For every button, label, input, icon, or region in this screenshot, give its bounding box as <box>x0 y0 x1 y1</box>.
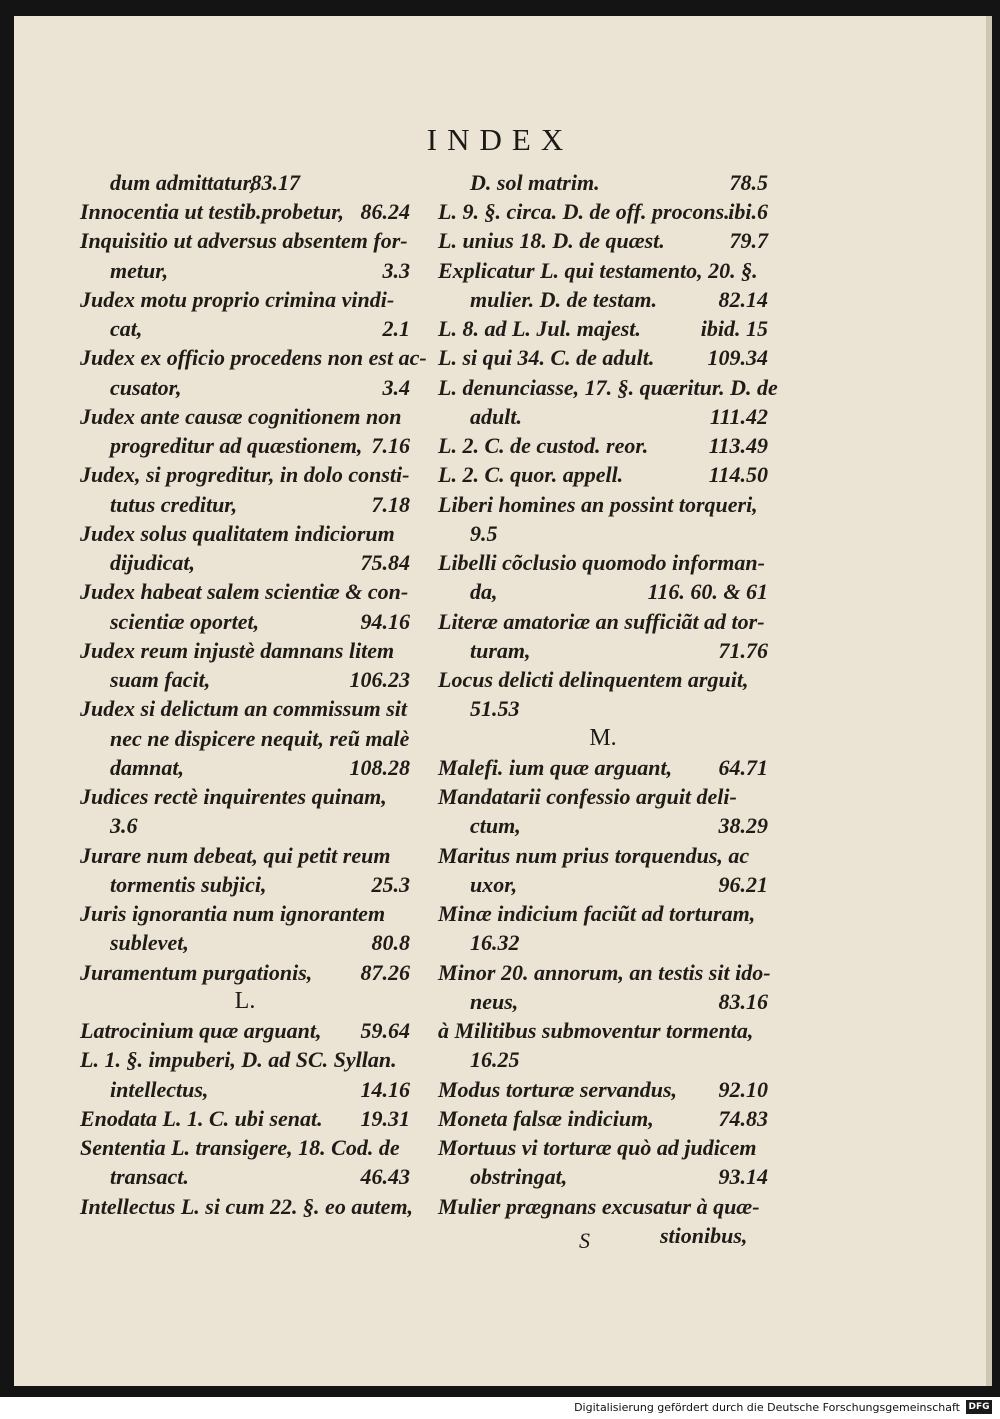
index-entry-text: L. denunciasse, 17. §. quæritur. D. de <box>438 375 778 400</box>
index-entry-text: cat, <box>110 316 143 341</box>
index-entry <box>110 607 410 636</box>
index-entry-text: tormentis subjici, <box>110 872 267 897</box>
index-entry <box>110 811 170 840</box>
index-entry-text: Judex si delictum an commissum sit <box>80 696 407 721</box>
index-entry <box>80 343 427 372</box>
index-entry <box>470 1045 570 1074</box>
index-entry <box>80 636 410 665</box>
page-edge <box>986 16 992 1386</box>
index-entry <box>110 256 410 285</box>
index-entry-reference: 114.50 <box>708 462 768 487</box>
index-entry-text: 51.53 <box>470 696 520 721</box>
index-entry-reference: 71.76 <box>718 638 768 663</box>
index-entry-reference: 93.14 <box>718 1164 768 1189</box>
index-entry <box>438 782 768 811</box>
index-entry-text: mulier. D. de testam. <box>470 287 657 312</box>
index-entry <box>110 1075 410 1104</box>
index-entry-reference: ibid. 15 <box>700 316 768 341</box>
index-entry-text: nec ne dispicere nequit, reũ malè <box>110 726 410 751</box>
index-entry <box>470 577 768 606</box>
index-entry <box>470 694 570 723</box>
index-entry <box>438 197 768 226</box>
index-entry-text: Judex habeat salem scientiæ & con- <box>80 579 409 604</box>
index-entry <box>80 519 410 548</box>
index-entry <box>80 694 410 723</box>
index-entry-text: Jurare num debeat, qui petit reum <box>80 843 391 868</box>
index-entry-reference: 82.14 <box>718 287 768 312</box>
index-entry-text: L. 2. C. de custod. reor. <box>438 433 649 458</box>
index-entry-text: 3.6 <box>110 813 138 838</box>
index-entry <box>470 1162 768 1191</box>
index-entry-text: Inquisitio ut adversus absentem for- <box>80 228 408 253</box>
index-entry-reference: 92.10 <box>718 1077 768 1102</box>
index-entry-reference: 14.16 <box>360 1077 410 1102</box>
index-entry <box>110 373 410 402</box>
index-entry <box>470 636 768 665</box>
index-entry-text: L. 8. ad L. Jul. majest. <box>438 316 641 341</box>
index-entry <box>438 841 768 870</box>
index-entry-text: Modus torturæ servandus, <box>438 1077 678 1102</box>
index-entry-reference: 46.43 <box>360 1164 410 1189</box>
index-entry-reference: 38.29 <box>718 813 768 838</box>
index-entry <box>470 168 768 197</box>
index-entry <box>438 490 768 519</box>
index-entry-text: Minor 20. annorum, an testis sit ido- <box>438 960 771 985</box>
index-entry-text: Latrocinium quæ arguant, <box>80 1018 322 1043</box>
index-entry <box>110 431 410 460</box>
index-entry-text: Minæ indicium faciũt ad torturam, <box>438 901 756 926</box>
index-entry-reference: 3.4 <box>382 375 410 400</box>
index-entry <box>470 987 768 1016</box>
index-entry <box>438 607 768 636</box>
index-entry-text: 9.5 <box>470 521 498 546</box>
index-entry-text: L. 1. §. impuberi, D. ad SC. Syllan. <box>80 1047 397 1072</box>
section-letter: L. <box>234 988 256 1014</box>
index-entry <box>438 314 768 343</box>
index-entry-text: cusator, <box>110 375 182 400</box>
index-entry-text: Judex ante causæ cognitionem non <box>80 404 402 429</box>
index-entry-reference: 3.3 <box>382 258 410 283</box>
index-entry <box>80 1016 410 1045</box>
index-entry-reference: 78.5 <box>729 170 768 195</box>
index-entry-text: Juris ignorantia num ignorantem <box>80 901 386 926</box>
index-entry-text: uxor, <box>470 872 518 897</box>
index-entry <box>438 431 768 460</box>
index-entry-reference: 109.34 <box>707 345 768 370</box>
index-entry <box>470 928 570 957</box>
index-entry <box>80 782 410 811</box>
index-entry-reference: 94.16 <box>360 609 410 634</box>
index-entry-text: 16.25 <box>470 1047 520 1072</box>
index-entry <box>80 226 410 255</box>
index-entry <box>438 1133 768 1162</box>
index-entry-reference: 79.7 <box>729 228 768 253</box>
index-entry-text: transact. <box>110 1164 189 1189</box>
index-entry <box>110 168 300 197</box>
index-entry-text: obstringat, <box>470 1164 568 1189</box>
index-entry <box>438 753 768 782</box>
dfg-logo: DFG <box>966 1400 992 1414</box>
index-entry-text: Judex motu proprio crimina vindi- <box>80 287 395 312</box>
index-entry <box>660 1221 768 1250</box>
index-entry-text: Sententia L. transigere, 18. Cod. de <box>80 1135 400 1160</box>
index-entry-reference: 25.3 <box>371 872 410 897</box>
index-entry-reference: 74.83 <box>718 1106 768 1131</box>
index-entry <box>110 314 410 343</box>
index-entry <box>80 460 410 489</box>
index-entry-text: Innocentia ut testib.probetur, <box>80 199 345 224</box>
index-entry-text: Libelli cõclusio quomodo informan- <box>438 550 765 575</box>
index-entry-reference: 83.17 <box>250 170 300 195</box>
index-entry-text: Moneta falsæ indicium, <box>438 1106 654 1131</box>
index-entry-text: 16.32 <box>470 930 520 955</box>
index-entry <box>470 519 570 548</box>
index-entry <box>438 1104 768 1133</box>
index-entry-reference: 2.1 <box>382 316 410 341</box>
index-entry <box>470 870 768 899</box>
index-entry-text: D. sol matrim. <box>470 170 600 195</box>
index-entry-text: Judices rectè inquirentes quinam, <box>80 784 387 809</box>
index-entry-text: stionibus, <box>660 1223 748 1248</box>
index-entry <box>80 402 410 431</box>
index-entry-text: Judex solus qualitatem indiciorum <box>80 521 395 546</box>
index-entry-reference: 64.71 <box>718 755 768 780</box>
index-entry <box>110 870 410 899</box>
index-entry <box>438 958 771 987</box>
index-entry <box>80 899 410 928</box>
index-entry-text: progreditur ad quæstionem, <box>110 433 363 458</box>
section-letter: M. <box>589 725 617 751</box>
index-entry <box>438 1192 768 1221</box>
index-entry <box>110 753 410 782</box>
index-entry-text: Liberi homines an possint torqueri, <box>438 492 758 517</box>
index-entry-reference: 19.31 <box>360 1106 410 1131</box>
index-entry-text: Mortuus vi torturæ quò ad judicem <box>438 1135 757 1160</box>
index-entry-text: metur, <box>110 258 169 283</box>
index-entry <box>110 1162 410 1191</box>
index-entry-reference: 87.26 <box>360 960 410 985</box>
index-entry-text: intellectus, <box>110 1077 209 1102</box>
index-entry-text: Juramentum purgationis, <box>80 960 313 985</box>
index-entry <box>110 665 410 694</box>
index-entry-reference: 59.64 <box>360 1018 410 1043</box>
index-entry-reference: 7.16 <box>371 433 410 458</box>
index-entry <box>438 373 778 402</box>
index-entry-reference: 96.21 <box>718 872 768 897</box>
index-entry-reference: 7.18 <box>371 492 410 517</box>
index-entry-text: turam, <box>470 638 531 663</box>
index-entry-text: L. 9. §. circa. D. de off. procons. <box>438 199 730 224</box>
index-entry-text: damnat, <box>110 755 184 780</box>
index-entry-reference: 80.8 <box>371 930 410 955</box>
index-entry-text: L. 2. C. quor. appell. <box>438 462 624 487</box>
index-entry-reference: 116. 60. & 61 <box>647 579 768 604</box>
index-entry <box>438 1016 768 1045</box>
index-entry <box>80 1104 410 1133</box>
index-entry <box>80 285 410 314</box>
signature-mark: S <box>579 1228 590 1253</box>
index-entry-text: Mandatarii confessio arguit deli- <box>438 784 737 809</box>
index-entry-text: tutus creditur, <box>110 492 238 517</box>
index-entry-reference: ibi.6 <box>728 199 768 224</box>
index-entry-text: L. unius 18. D. de quæst. <box>438 228 665 253</box>
index-entry-text: Judex reum injustè damnans litem <box>80 638 395 663</box>
index-entry <box>438 256 768 285</box>
index-entry-text: Explicatur L. qui testamento, 20. §. <box>438 258 758 283</box>
index-entry <box>110 928 410 957</box>
index-entry-text: sublevet, <box>110 930 189 955</box>
index-entry <box>438 724 768 753</box>
index-entry-text: dum admittatur, <box>110 170 256 195</box>
index-entry-text: Literæ amatoriæ an sufficiãt ad tor- <box>438 609 765 634</box>
index-entry <box>438 899 768 928</box>
index-entry-text: L. si qui 34. C. de adult. <box>438 345 655 370</box>
index-entry-reference: 75.84 <box>360 550 410 575</box>
index-entry <box>438 548 768 577</box>
index-entry-text: Malefi. ium quæ arguant, <box>438 755 673 780</box>
index-entry <box>80 577 410 606</box>
index-entry-reference: 106.23 <box>349 667 410 692</box>
index-entry <box>438 226 768 255</box>
index-entry-reference: 111.42 <box>709 404 768 429</box>
index-entry-text: Enodata L. 1. C. ubi senat. <box>80 1106 323 1131</box>
index-entry-text: adult. <box>470 404 522 429</box>
index-entry-text: Mulier prægnans excusatur à quæ- <box>438 1194 760 1219</box>
index-entry-reference: 108.28 <box>349 755 410 780</box>
index-entry-text: Judex ex officio procedens non est ac- <box>80 345 427 370</box>
index-entry <box>438 460 768 489</box>
index-entry <box>80 197 410 226</box>
index-entry-text: da, <box>470 579 498 604</box>
index-entry <box>110 548 410 577</box>
index-entry-reference: 83.16 <box>718 989 768 1014</box>
index-entry-text: Locus delicti delinquentem arguit, <box>438 667 749 692</box>
index-entry <box>110 490 410 519</box>
footer-credit: Digitalisierung gefördert durch die Deutsche Forschungsgemeinschaft <box>574 1401 960 1414</box>
index-entry-reference: 113.49 <box>708 433 768 458</box>
index-entry <box>470 811 768 840</box>
index-entry <box>80 1192 414 1221</box>
index-entry-text: Intellectus L. si cum 22. §. eo autem, <box>80 1194 414 1219</box>
index-entry-text: ctum, <box>470 813 521 838</box>
index-entry <box>438 343 768 372</box>
index-entry-text: dijudicat, <box>110 550 195 575</box>
page-header: INDEX <box>426 122 574 157</box>
index-entry <box>80 1045 410 1074</box>
index-entry-text: à Militibus submoventur tormenta, <box>438 1018 754 1043</box>
index-entry <box>80 841 410 870</box>
index-entry <box>80 987 410 1016</box>
index-entry <box>470 285 768 314</box>
index-entry <box>438 665 768 694</box>
index-entry <box>470 402 768 431</box>
index-entry <box>80 958 410 987</box>
index-entry <box>110 724 410 753</box>
index-entry-text: neus, <box>470 989 519 1014</box>
index-entry <box>80 1133 410 1162</box>
index-entry-reference: 86.24 <box>360 199 410 224</box>
index-entry-text: scientiæ oportet, <box>110 609 260 634</box>
index-entry-text: Maritus num prius torquendus, ac <box>438 843 750 868</box>
index-entry-text: suam facit, <box>110 667 211 692</box>
index-entry <box>438 1075 768 1104</box>
index-entry-text: Judex, si progreditur, in dolo consti- <box>80 462 410 487</box>
